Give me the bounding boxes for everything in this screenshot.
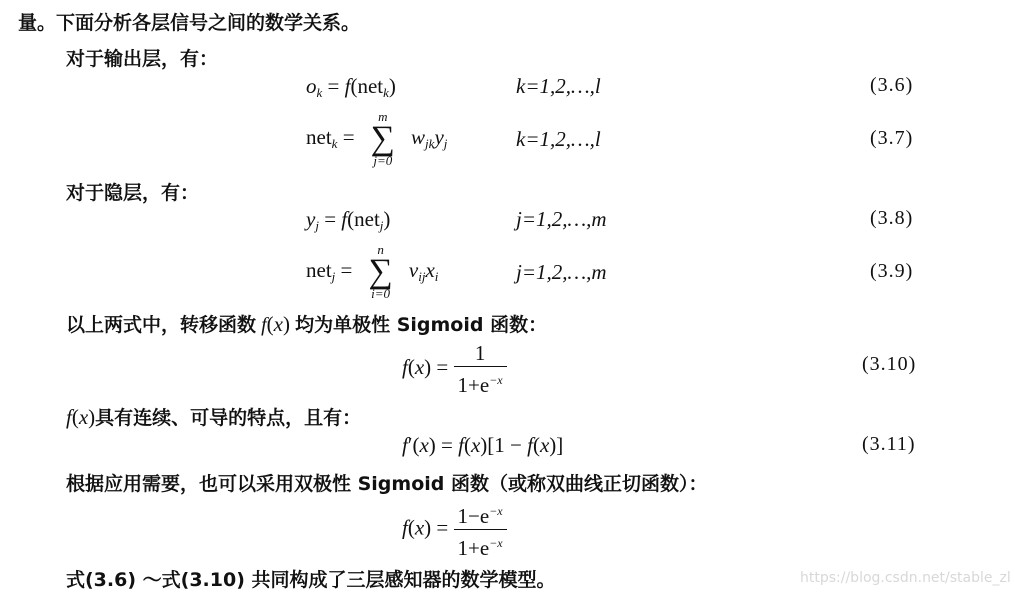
hidden-layer-intro: 对于隐层，有： — [66, 182, 200, 204]
equation-3-7-range: k=1,2,…,l — [516, 127, 601, 151]
equation-3-7-label: (3.7) — [870, 127, 914, 149]
equation-bipolar: f(x) = $\frac{1-e^{-x}}{1+e^{-x}}$ — [402, 500, 507, 559]
equation-3-11-label: (3.11) — [862, 433, 916, 455]
property-intro: f(x)具有连续、可导的特点，且有： — [66, 405, 362, 429]
equation-3-10-label: (3.10) — [862, 353, 917, 375]
equation-3-9: net$_j$ = n ∑ i=0 $v_{ij}x_i$ — [306, 242, 439, 301]
bipolar-intro: 根据应用需要，也可以采用双极性 Sigmoid 函数（或称双曲线正切函数）： — [66, 473, 708, 495]
equation-3-7: net$_k$ = m ∑ j=0 $w_{jk}y_j$ — [306, 109, 448, 168]
equation-3-6-range: k=1,2,…,l — [516, 74, 601, 98]
conclusion: 式(3.6) ～式(3.10) 共同构成了三层感知器的数学模型。 — [66, 569, 556, 591]
output-layer-intro: 对于输出层，有： — [66, 48, 219, 70]
equation-3-9-label: (3.9) — [870, 260, 914, 282]
sum-symbol: n ∑ i=0 — [368, 242, 393, 301]
text-line-1: 量。下面分析各层信号之间的数学关系。 — [18, 12, 361, 34]
fraction: $\frac{1-e^{-x}}{1+e^{-x}}$ — [454, 500, 507, 559]
fraction: $\frac{1}{1+e^{-x}}$ — [454, 342, 507, 396]
equation-3-8-label: (3.8) — [870, 207, 914, 229]
sum-symbol: m ∑ j=0 — [370, 109, 395, 168]
equation-3-10: f(x) = $\frac{1}{1+e^{-x}}$ — [402, 342, 507, 396]
equation-3-6: $o_k = f(net_k)$ — [306, 74, 396, 100]
equation-3-11: f′(x) = f(x)[1 − f(x)] — [402, 433, 564, 457]
equation-3-6-label: (3.6) — [870, 74, 914, 96]
equation-3-8-range: j=1,2,…,m — [516, 207, 607, 231]
equation-3-9-range: j=1,2,…,m — [516, 260, 607, 284]
watermark: https://blog.csdn.net/stable_zl — [800, 570, 1011, 586]
sigmoid-intro: 以上两式中，转移函数 f(x) 均为单极性 Sigmoid 函数： — [66, 312, 548, 336]
equation-3-8: $y_j = f(net_j)$ — [306, 207, 391, 233]
